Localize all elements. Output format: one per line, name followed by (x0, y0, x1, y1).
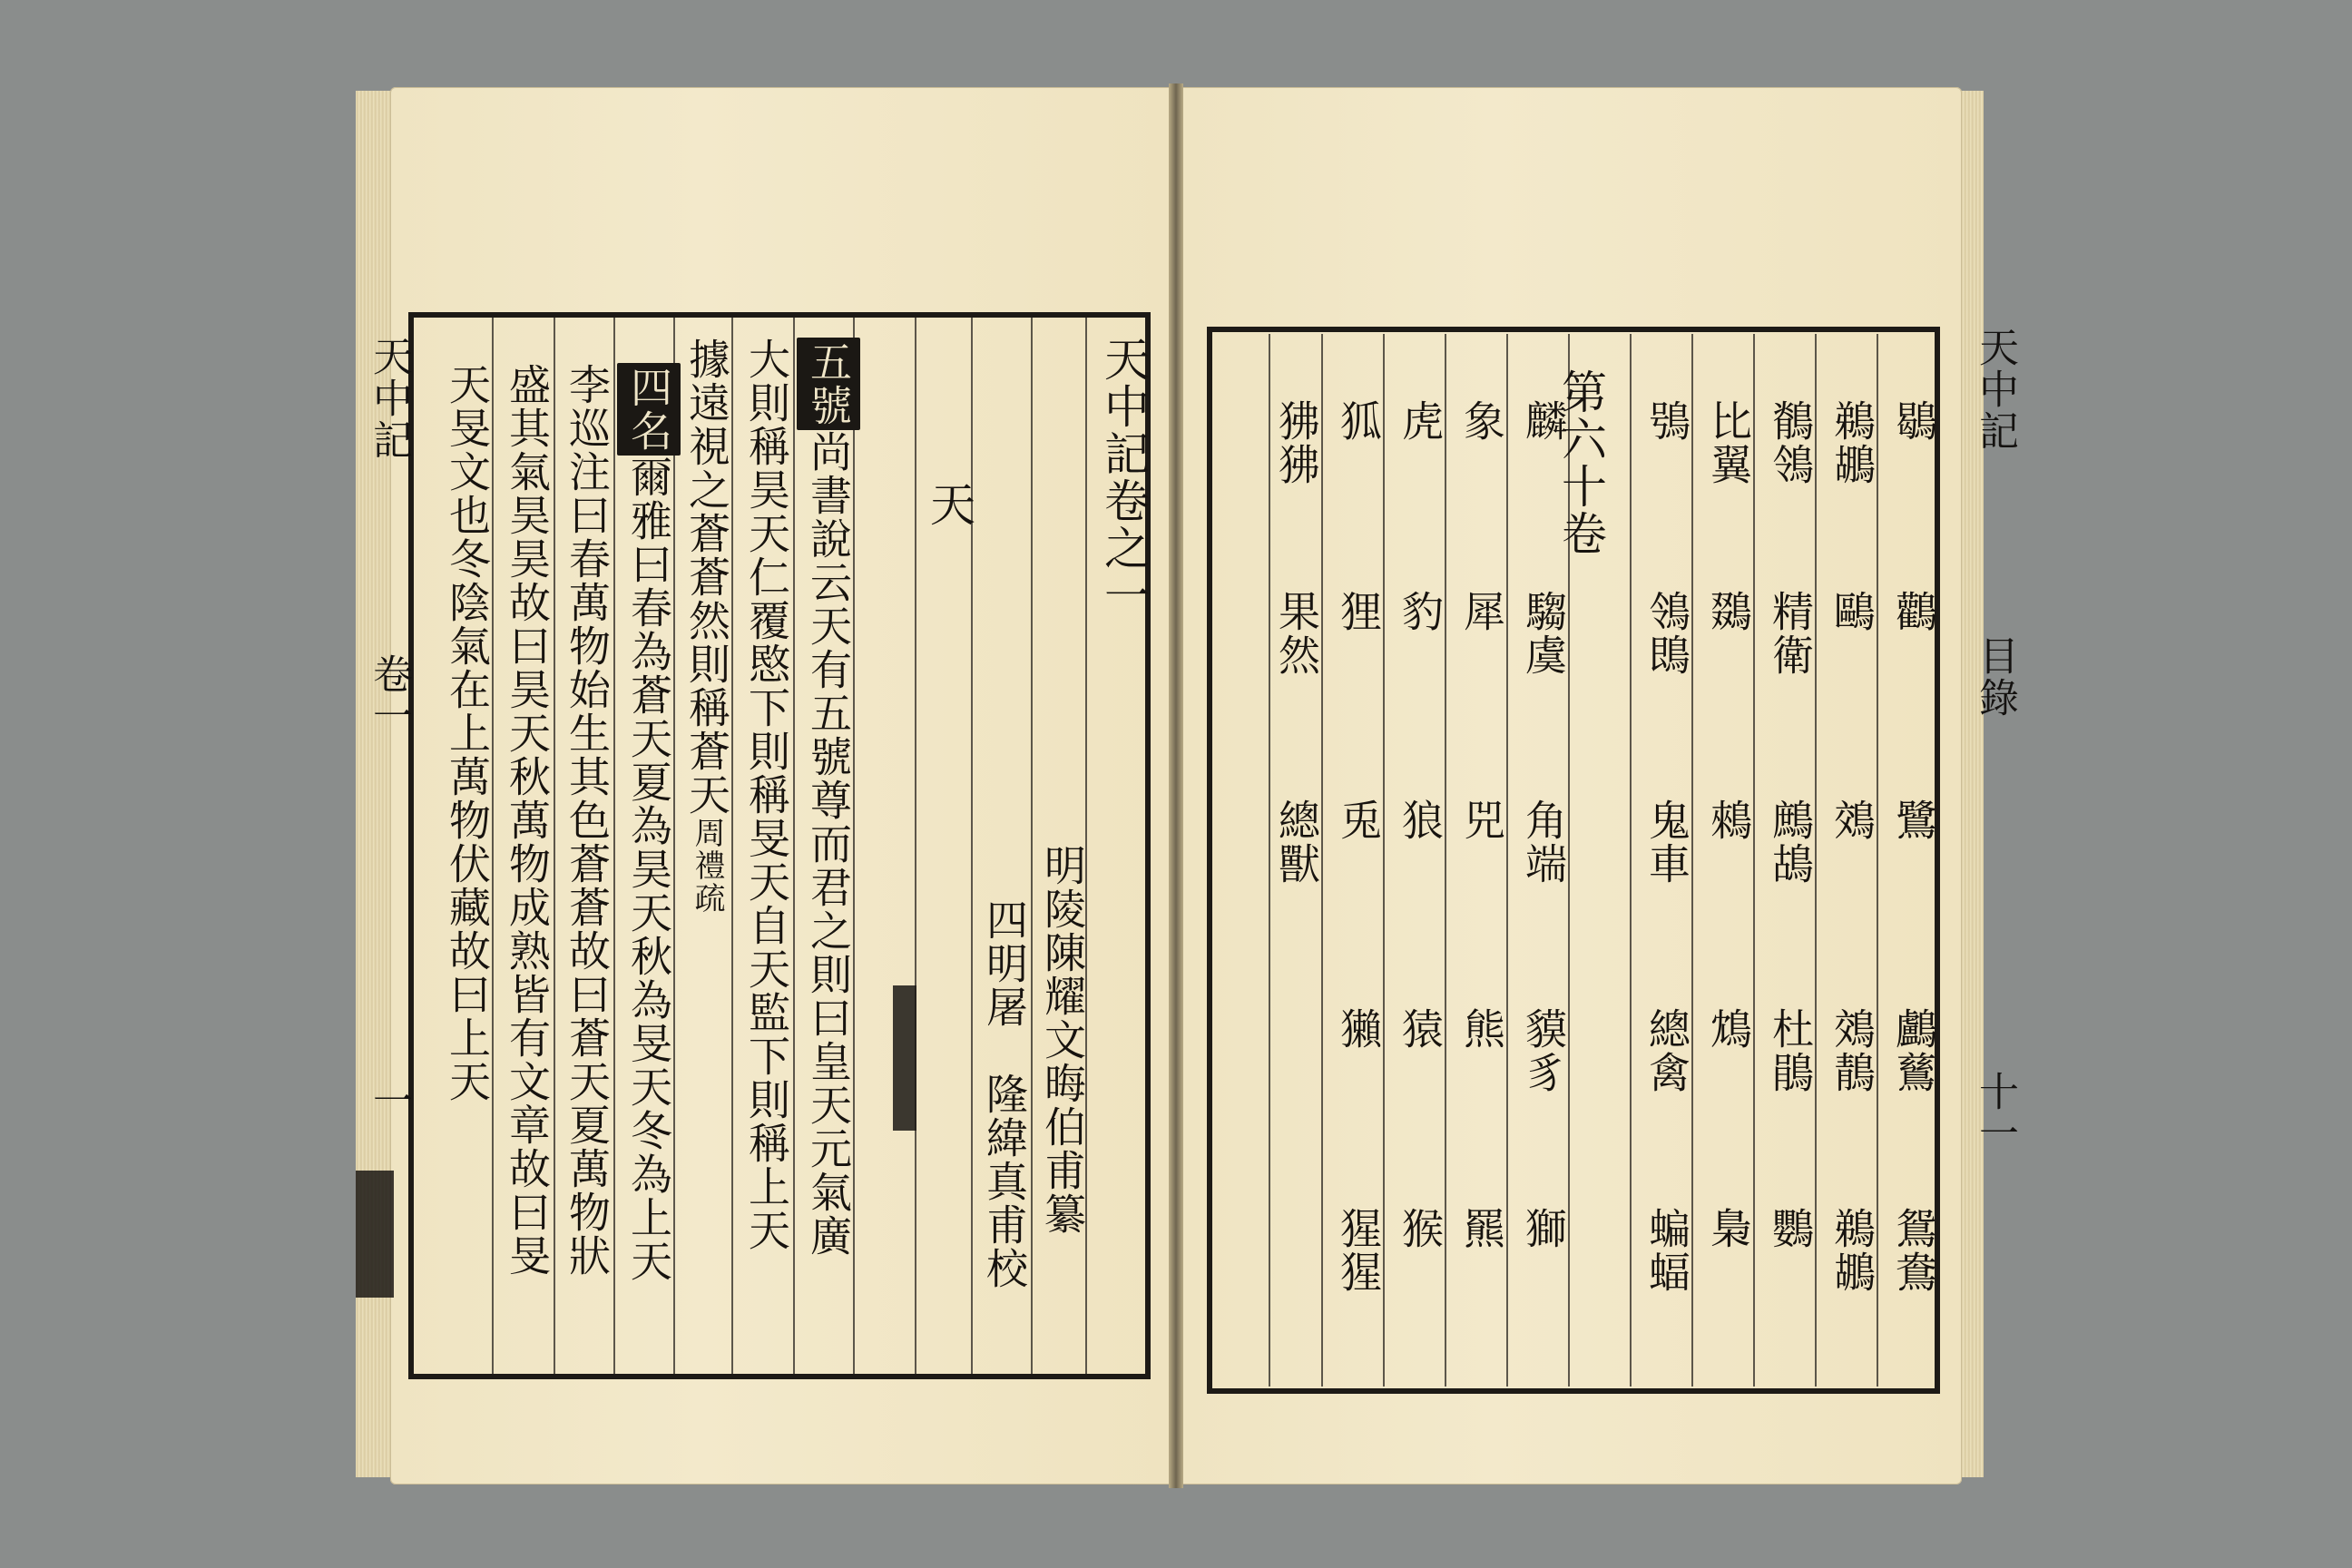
column-rule (971, 318, 973, 1374)
index-entry: 鵜鶘 (1828, 399, 1877, 486)
index-entry: 蝙蝠 (1642, 1207, 1691, 1294)
left-edge-volume: 卷一 (366, 653, 412, 737)
compiler-credit: 明陵陳耀文晦伯甫纂 (1038, 844, 1087, 1236)
column-rule (1630, 334, 1632, 1387)
entry1-text: 尚書說云天有五號尊而君之則曰皇天元氣廣 (804, 430, 853, 1258)
section-heading: 天 (923, 481, 975, 528)
left-edge-title: 天中記 (366, 336, 412, 461)
entry1-line3 (677, 338, 737, 915)
index-entry: 狸 (1334, 590, 1383, 633)
right-edge-page-number: 十一 (1972, 1071, 2018, 1154)
index-entry: 羆 (1457, 1207, 1506, 1250)
index-entry: 狼 (1396, 799, 1445, 842)
index-entry: 鶆 (1704, 799, 1753, 842)
entry1-text-end: 據遠視之蒼蒼然則稱蒼天 (682, 338, 731, 817)
ink-blot (893, 985, 916, 1131)
index-entry: 比翼 (1704, 399, 1753, 486)
index-entry: 熊 (1457, 1007, 1506, 1051)
entry1-line2: 大則稱昊天仁覆愍下則稱旻天自天監下則稱上天 (742, 338, 791, 1252)
index-entry: 梟 (1704, 1207, 1753, 1250)
entry2-line3: 盛其氣昊昊故曰昊天秋萬物成熟皆有文章故曰旻 (503, 363, 552, 1278)
editor-credit: 四明屠 隆緯真甫校 (980, 898, 1029, 1290)
index-entry: 杜鵑 (1766, 1007, 1815, 1094)
index-entry: 鴛鴦 (1889, 1207, 1938, 1294)
index-entry: 鵁 (1828, 799, 1877, 842)
index-entry: 精衛 (1766, 590, 1815, 677)
entry2-text: 爾雅曰春為蒼天夏為昊天秋為旻天冬為上天 (624, 456, 673, 1283)
entry2-tag: 四名 (617, 363, 681, 456)
index-entry: 虎 (1396, 399, 1445, 443)
index-entry: 鵜鶘 (1828, 1207, 1877, 1294)
index-entry: 貘豸 (1519, 1007, 1568, 1094)
right-edge-label: 目錄 (1972, 635, 2018, 719)
index-entry: 鴒鵖 (1642, 590, 1691, 677)
index-entry: 狐 (1334, 399, 1383, 443)
index-entry: 豹 (1396, 590, 1445, 633)
entry1-tag: 五號 (797, 338, 860, 430)
column-rule (915, 318, 916, 1374)
index-entry: 犀 (1457, 590, 1506, 633)
index-entry: 鷓鴣 (1766, 799, 1815, 886)
index-entry: 狒狒 (1272, 399, 1321, 486)
index-entry: 騶虞 (1519, 590, 1568, 677)
index-entry: 角端 (1519, 799, 1568, 886)
index-entry: 鵽 (1704, 590, 1753, 633)
entry1-source-note: 周禮疏 (689, 817, 725, 915)
volume-title: 天中記卷之一 (1097, 336, 1150, 619)
index-entry: 鸕鶿 (1889, 1007, 1938, 1094)
index-entry: 象 (1457, 399, 1506, 443)
book-gutter (1169, 83, 1183, 1488)
index-entry: 總獸 (1272, 799, 1321, 886)
index-entry: 猩猩 (1334, 1207, 1383, 1294)
index-entry: 鷺 (1889, 799, 1938, 842)
index-entry: 猿 (1396, 1007, 1445, 1051)
index-entry: 麟 (1519, 399, 1568, 443)
left-edge-ink (356, 1171, 394, 1298)
index-entry: 鷗 (1828, 590, 1877, 633)
entry2-line4: 天旻文也冬陰氣在上萬物伏藏故曰上天 (443, 363, 492, 1103)
volume-heading: 第六十卷 (1554, 368, 1607, 557)
entry1-line1 (797, 338, 860, 1258)
index-entry: 獺 (1334, 1007, 1383, 1051)
index-entry: 鶡 (1889, 399, 1938, 443)
right-edge-title: 天中記 (1972, 327, 2018, 452)
index-entry: 鵁鶄 (1828, 1007, 1877, 1094)
index-entry: 果然 (1272, 590, 1321, 677)
index-entry: 總禽 (1642, 1007, 1691, 1094)
entry2-line1 (617, 363, 681, 1283)
index-entry: 鶺鴒 (1766, 399, 1815, 486)
index-entry: 鴆 (1704, 1007, 1753, 1051)
index-entry: 兕 (1457, 799, 1506, 842)
index-entry: 鸚 (1766, 1207, 1815, 1250)
index-entry: 鬼車 (1642, 799, 1691, 886)
index-entry: 獅 (1519, 1207, 1568, 1250)
index-entry: 鸛 (1889, 590, 1938, 633)
index-entry: 兎 (1334, 799, 1383, 842)
index-entry: 猴 (1396, 1207, 1445, 1250)
index-entry: 鴞 (1642, 399, 1691, 443)
entry2-line2: 李巡注曰春萬物始生其色蒼蒼故曰蒼天夏萬物狀 (563, 363, 612, 1278)
left-edge-page-number: 一 (366, 1080, 412, 1122)
